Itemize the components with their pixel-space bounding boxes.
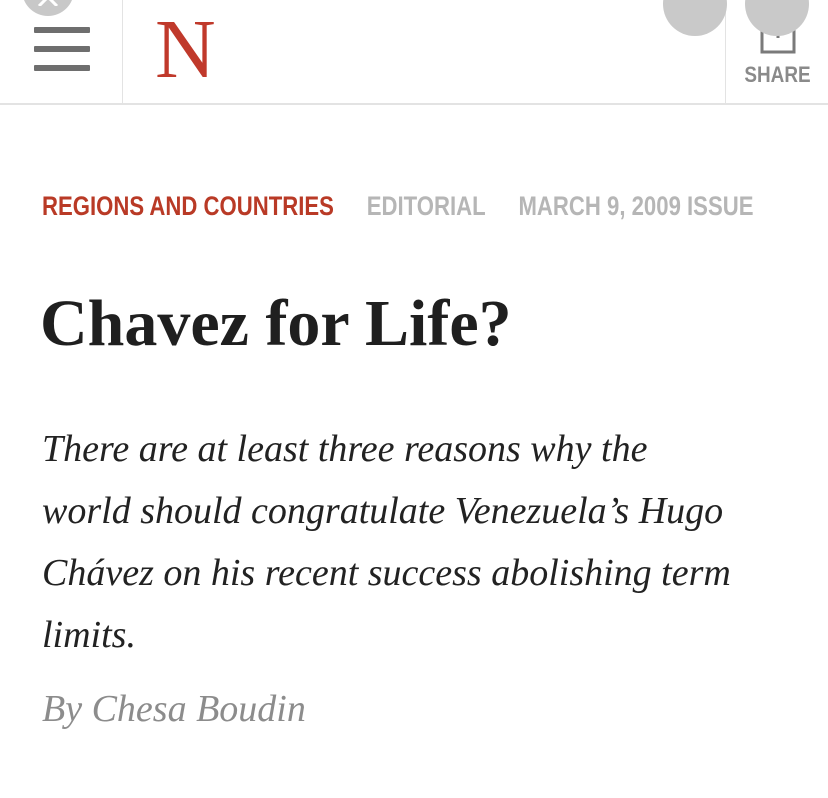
share-label: SHARE — [744, 62, 811, 87]
hamburger-menu-icon[interactable] — [34, 27, 90, 71]
close-icon — [36, 0, 60, 6]
article-title: Chavez for Life? — [40, 287, 512, 360]
menu-button[interactable] — [0, 0, 123, 103]
article-byline[interactable]: By Chesa Boudin — [42, 688, 306, 730]
article-dek: There are at least three reasons why the world should congratulate Venezuela’s Hugo Chávez on his recent success abolishing term limits. — [42, 428, 731, 656]
region-tag-link[interactable]: REGIONS AND COUNTRIES — [42, 191, 334, 221]
site-logo[interactable]: N — [155, 3, 216, 96]
article-type-tag[interactable]: EDITORIAL — [366, 191, 486, 221]
article-meta-row — [42, 190, 753, 222]
issue-date-tag[interactable]: MARCH 9, 2009 ISSUE — [518, 191, 754, 221]
